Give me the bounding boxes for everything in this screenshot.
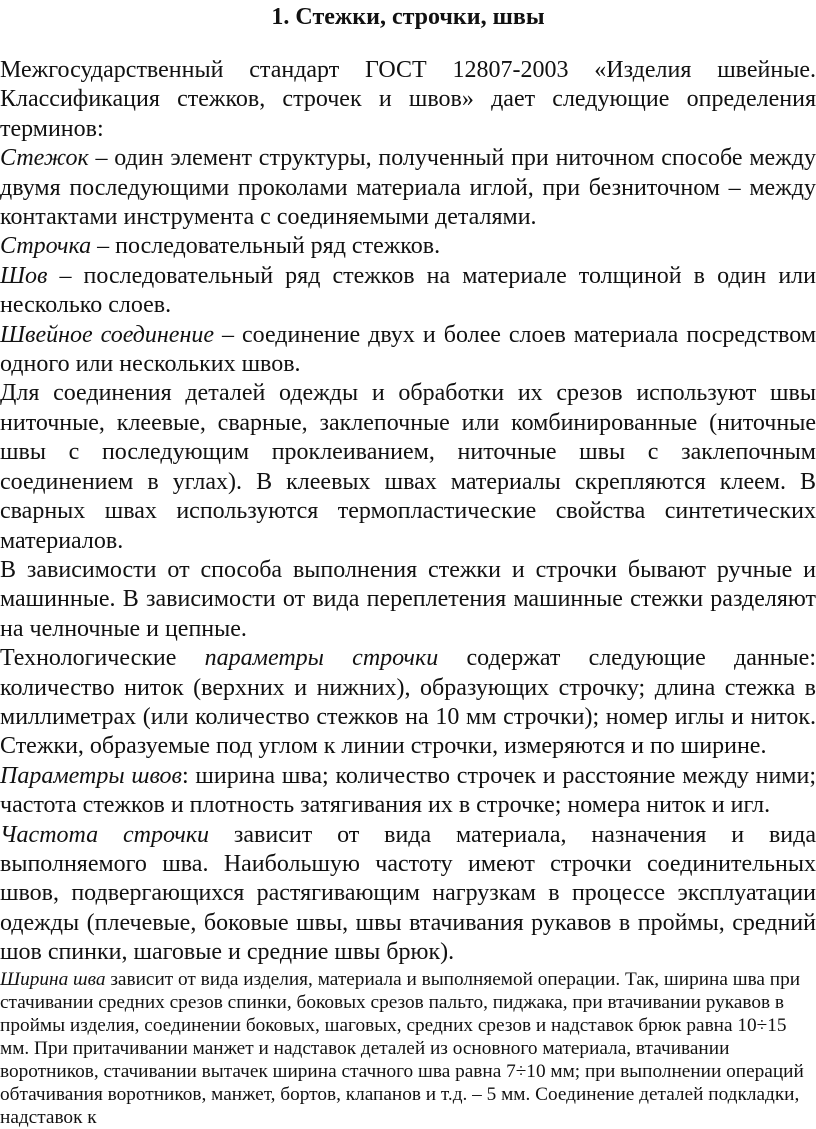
width-paragraph — [0, 968, 816, 1129]
main-text — [0, 56, 816, 968]
definition-text: – последовательный ряд стежков на материале толщиной в один или несколько слоев. — [0, 262, 816, 319]
methods-paragraph: В зависимости от способа выполнения стежки и строчки бывают ручные и машинные. В зависимости от вида переплетения машинные стежки разделяют на челночные и цепные. — [0, 556, 816, 642]
tech-params-text: содержат следующие данные: количество ниток (верхних и нижних), образующих строчку; длина стежка в миллиметрах (или количество стежков на 10 мм строчки); номер иглы и ниток. Стежки, образуемые под углом к линии строчки, измеряются и по ширине. — [0, 645, 816, 760]
definition-text: – соединение двух и более слоев материала посредством одного или нескольких швов. — [0, 321, 816, 378]
definition-term: Шов — [0, 262, 48, 289]
definition-text: – один элемент структуры, полученный при ниточном способе между двумя последующими проколами материала иглой, при безниточном – между контактами инструмента с соединяемыми деталями. — [0, 145, 816, 231]
frequency-text: зависит от вида материала, назначения и вида выполняемого шва. Наибольшую частоту имеют строчки соединительных швов, подвергающихся растягивающим нагрузкам в процессе эксплуатации одежды (плечевые, боковые швы, швы втачивания рукавов в проймы, средний шов спинки, шаговые и средние швы брюк). — [0, 821, 816, 966]
secondary-text — [0, 968, 816, 1129]
tech-params-paragraph — [0, 644, 816, 762]
joining-paragraph: Для соединения деталей одежды и обработки их срезов используют швы ниточные, клеевые, сварные, заклепочные или комбинированные (ниточные швы с последующим проклеиванием, ниточные швы с заклепочным соединением в углах). В клеевых швах материалы скрепляются клеем. В сварных швах используются термопластические свойства синтетических материалов. — [0, 380, 816, 554]
definition-text: – последовательный ряд стежков. — [91, 233, 441, 260]
definition-term: Стежок — [0, 145, 89, 172]
definition-seam — [0, 262, 816, 321]
definition-stitch — [0, 144, 816, 232]
definition-term: Швейное соединение — [0, 321, 215, 348]
definition-line — [0, 232, 816, 261]
intro-paragraph: Межгосударственный стандарт ГОСТ 12807-2003 «Изделия швейные. Классификация стежков, строчек и швов» дает следующие определения терминов: — [0, 57, 816, 142]
seam-params-text: : ширина шва; количество строчек и расстояние между ними; частота стежков и плотность затягивания их в строчке; номера ниток и игл. — [0, 762, 816, 819]
page-title: 1. Стежки, строчки, швы — [271, 4, 545, 30]
seam-params-term: Параметры швов — [0, 762, 182, 789]
definition-term: Строчка — [0, 233, 92, 260]
tech-params-term: параметры строчки — [204, 645, 439, 672]
definition-joint — [0, 321, 816, 380]
width-text: зависит от вида изделия, материала и выполняемой операции. Так, ширина шва при стачивании средних срезов спинки, боковых срезов пальто, пиджака, при втачивании рукавов в проймы изделия, соединении боковых, шаговых, средних срезов и надставок брюк равна 10÷15 мм. При притачивании манжет и надставок деталей из основного материала, втачивании воротников, стачивании вытачек ширина стачного шва равна 7÷10 мм; при выполнении операций обтачивания воротников, манжет, бортов, клапанов и т.д. – 5 мм. Соединение деталей подкладки, надставок к — [0, 968, 804, 1129]
tech-params-lead: Технологические — [0, 645, 205, 672]
frequency-term: Частота строчки — [0, 821, 210, 848]
width-term: Ширина шва — [0, 968, 106, 990]
frequency-paragraph — [0, 821, 816, 968]
seam-params-paragraph — [0, 762, 816, 821]
